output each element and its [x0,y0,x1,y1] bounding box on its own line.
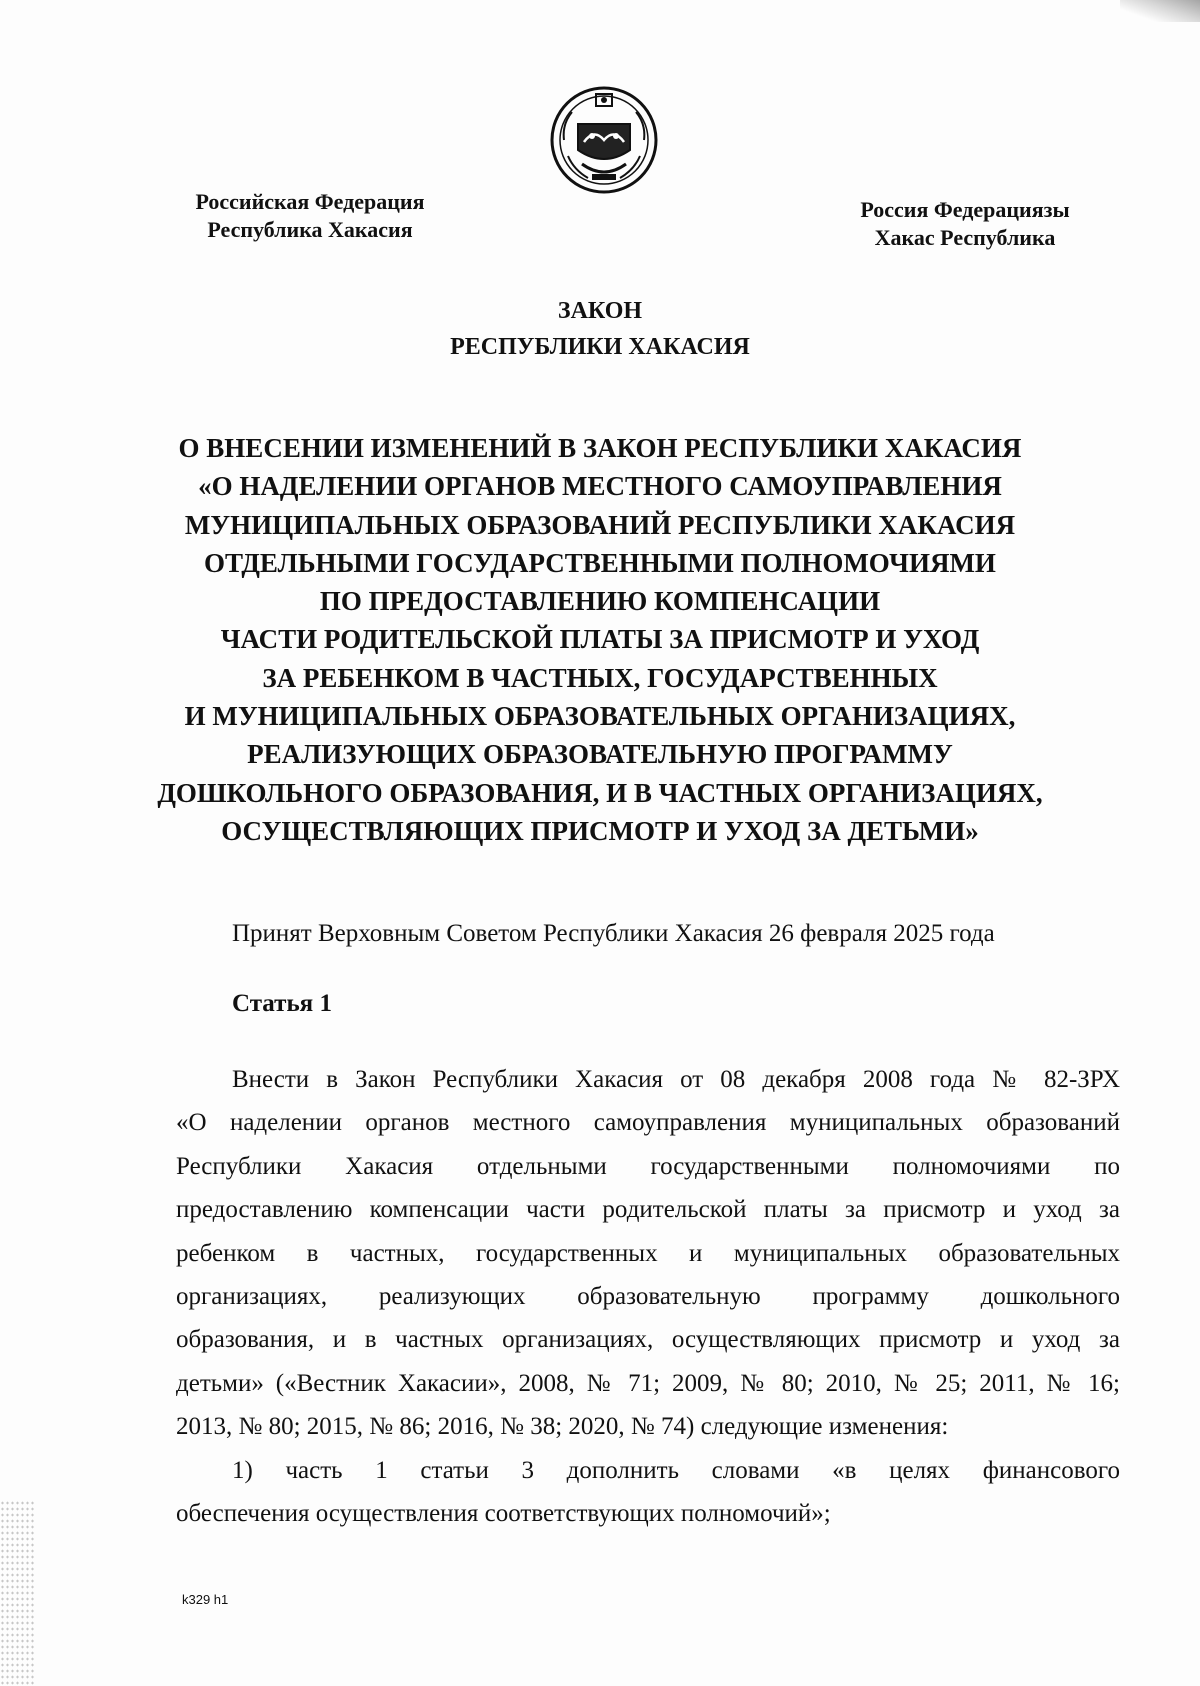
law-title-line: ОСУЩЕСТВЛЯЮЩИХ ПРИСМОТР И УХОД ЗА ДЕТЬМИ» [221,815,979,846]
paragraph-line: предоставлению компенсации части родительской платы за присмотр и уход за [176,1196,1120,1224]
header-left-line: Республика Хакасия [207,217,413,242]
list-item-line: 1) часть 1 статьи 3 дополнить словами «в целях финансового [232,1456,1120,1484]
law-type-line: ЗАКОН [557,298,643,324]
adoption-statement: Принят Верховным Советом Республики Хакасия 26 февраля 2025 года [232,920,995,947]
law-title-line: ДОШКОЛЬНОГО ОБРАЗОВАНИЯ, И В ЧАСТНЫХ ОРГАНИЗАЦИЯХ, [157,777,1043,808]
law-title-line: О ВНЕСЕНИИ ИЗМЕНЕНИЙ В ЗАКОН РЕСПУБЛИКИ ХАКАСИЯ [178,433,1022,463]
header-left-line: Российская Федерация [195,189,425,214]
paragraph-line: Внести в Закон Республики Хакасия от 08 декабря 2008 года № 82-ЗРХ [232,1066,1120,1093]
paragraph-line: детьми» («Вестник Хакасии», 2008, № 71; 2009, № 80; 2010, № 25; 2011, № 16; [176,1369,1120,1397]
scan-artifact-edge [0,1500,34,1686]
document-code: k329 h1 [182,1592,229,1607]
paragraph-line: организациях, реализующих образовательную программу дошкольного [176,1282,1120,1310]
header-right-line: Хакас Республика [874,225,1056,250]
law-title-line: РЕАЛИЗУЮЩИХ ОБРАЗОВАТЕЛЬНУЮ ПРОГРАММУ [247,739,953,770]
header-left [150,188,470,244]
scan-artifact-corner [1120,0,1200,22]
law-title-line: «О НАДЕЛЕНИИ ОРГАНОВ МЕСТНОГО САМОУПРАВЛЕНИЯ [198,471,1002,502]
khakassia-coat-of-arms-icon [548,84,660,196]
law-title-line: ЗА РЕБЕНКОМ В ЧАСТНЫХ, ГОСУДАРСТВЕННЫХ [262,662,938,693]
paragraph-line: 2013, № 80; 2015, № 86; 2016, № 38; 2020, № 74) следующие изменения: [176,1413,949,1441]
law-type-heading [0,293,1200,365]
law-type-line: РЕСПУБЛИКИ ХАКАСИЯ [450,334,750,360]
law-title-line: ПО ПРЕДОСТАВЛЕНИЮ КОМПЕНСАЦИИ [319,586,881,617]
paragraph-line: образования, и в частных организациях, осуществляющих присмотр и уход за [176,1326,1120,1354]
list-item-line: обеспечения осуществления соответствующих полномочий»; [176,1499,831,1527]
article-heading: Статья 1 [232,990,332,1017]
paragraph-line: ребенком в частных, государственных и муниципальных образовательных [176,1239,1120,1267]
law-title-line: И МУНИЦИПАЛЬНЫХ ОБРАЗОВАТЕЛЬНЫХ ОРГАНИЗАЦИЯХ, [184,701,1016,732]
paragraph-line: Республики Хакасия отдельными государственными полномочиями по [176,1152,1120,1180]
article-body [176,1058,1120,1535]
header-right-line: Россия Федерациязы [860,197,1070,222]
paragraph-line: «О наделении органов местного самоуправления муниципальных образований [176,1109,1120,1137]
header-right [815,196,1115,252]
law-title-line: МУНИЦИПАЛЬНЫХ ОБРАЗОВАНИЙ РЕСПУБЛИКИ ХАКАСИЯ [184,509,1016,540]
law-title [0,429,1200,850]
law-title-line: ЧАСТИ РОДИТЕЛЬСКОЙ ПЛАТЫ ЗА ПРИСМОТР И УХОД [220,624,980,655]
law-title-line: ОТДЕЛЬНЫМИ ГОСУДАРСТВЕННЫМИ ПОЛНОМОЧИЯМИ [204,547,996,578]
